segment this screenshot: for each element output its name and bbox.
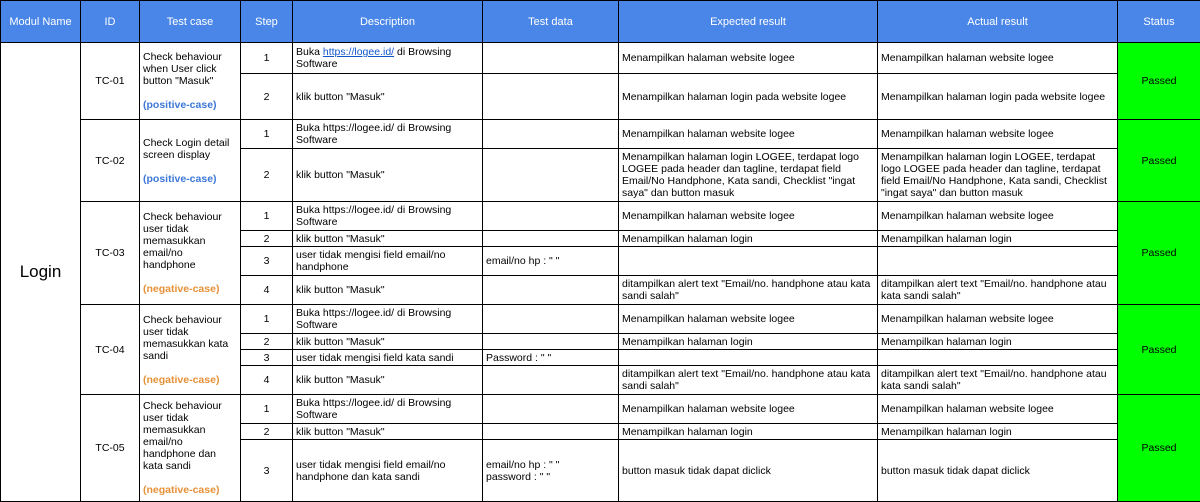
tc-title	[140, 43, 241, 120]
tc-title-text: Check behaviour user tidak memasukkan email/no handphone	[143, 211, 222, 271]
header-step: Step	[241, 1, 293, 43]
tc-title-text: Check behaviour user tidak memasukkan kata sandi	[143, 314, 228, 362]
step-expected: ditampilkan alert text "Email/no. handphone atau kata sandi salah"	[619, 276, 878, 305]
step-data	[483, 276, 619, 305]
step-expected: Menampilkan halaman login	[619, 334, 878, 350]
module-name: Login	[1, 43, 81, 502]
table-row	[1, 202, 1200, 231]
tc-title	[140, 305, 241, 395]
step-data: email/no hp : " "	[483, 247, 619, 276]
step-actual	[878, 247, 1118, 276]
status-cell: Passed	[1118, 43, 1200, 120]
header-actual: Actual result	[878, 1, 1118, 43]
step-data	[483, 74, 619, 120]
step-expected	[619, 350, 878, 366]
step-data	[483, 202, 619, 231]
step-data	[483, 43, 619, 74]
table-row	[1, 120, 1200, 149]
step-data	[483, 366, 619, 395]
step-actual	[878, 350, 1118, 366]
step-description: Buka https://logee.id/ di Browsing Software	[293, 395, 483, 424]
header-module: Modul Name	[1, 1, 81, 43]
step-number: 2	[241, 74, 293, 120]
step-actual: Menampilkan halaman login pada website logee	[878, 74, 1118, 120]
header-expected: Expected result	[619, 1, 878, 43]
tc-id: TC-03	[81, 202, 140, 305]
step-description: klik button "Masuk"	[293, 276, 483, 305]
step-description: klik button "Masuk"	[293, 334, 483, 350]
tc-title-text: Check behaviour when User click button "Masuk"	[143, 51, 222, 87]
step-number: 2	[241, 231, 293, 247]
step-expected: Menampilkan halaman website logee	[619, 395, 878, 424]
step-number: 4	[241, 366, 293, 395]
tc-type: (negative-case)	[143, 283, 219, 295]
tc-id: TC-01	[81, 43, 140, 120]
status-cell: Passed	[1118, 395, 1200, 502]
step-number: 1	[241, 305, 293, 334]
step-data	[483, 149, 619, 202]
step-expected: button masuk tidak dapat diclick	[619, 440, 878, 502]
step-expected: Menampilkan halaman login LOGEE, terdapat logo LOGEE pada header dan tagline, terdapat field Email/No Handphone, Kata sandi, Checklist "ingat saya" dan button masuk	[619, 149, 878, 202]
step-expected: Menampilkan halaman website logee	[619, 120, 878, 149]
header-description: Description	[293, 1, 483, 43]
step-description: Buka https://logee.id/ di Browsing Software	[293, 120, 483, 149]
step-actual: button masuk tidak dapat diclick	[878, 440, 1118, 502]
tc-title-text: Check Login detail screen display	[143, 137, 229, 161]
step-number: 3	[241, 247, 293, 276]
tc-type: (negative-case)	[143, 484, 219, 496]
step-actual: Menampilkan halaman login	[878, 231, 1118, 247]
step-expected: Menampilkan halaman login	[619, 231, 878, 247]
step-number: 2	[241, 334, 293, 350]
step-actual: Menampilkan halaman login LOGEE, terdapat logo LOGEE pada header dan tagline, terdapat field Email/No Handphone, Kata sandi, Checklist "ingat saya" dan button masuk	[878, 149, 1118, 202]
step-actual: ditampilkan alert text "Email/no. handphone atau kata sandi salah"	[878, 276, 1118, 305]
step-expected: Menampilkan halaman login	[619, 424, 878, 440]
step-number: 1	[241, 120, 293, 149]
tc-title	[140, 202, 241, 305]
step-description: user tidak mengisi field email/no handphone dan kata sandi	[293, 440, 483, 502]
step-number: 1	[241, 395, 293, 424]
header-id: ID	[81, 1, 140, 43]
logee-link[interactable]: https://logee.id/	[323, 46, 394, 58]
step-data-line-2: password : " "	[486, 471, 550, 483]
step-actual: ditampilkan alert text "Email/no. handphone atau kata sandi salah"	[878, 366, 1118, 395]
step-data	[483, 395, 619, 424]
status-cell: Passed	[1118, 120, 1200, 202]
tc-id: TC-04	[81, 305, 140, 395]
tc-type: (negative-case)	[143, 374, 219, 386]
header-testcase: Test case	[140, 1, 241, 43]
tc-type: (positive-case)	[143, 99, 217, 111]
step-description: Buka https://logee.id/ di Browsing Software	[293, 202, 483, 231]
tc-id: TC-02	[81, 120, 140, 202]
step-number: 3	[241, 440, 293, 502]
table-row	[1, 305, 1200, 334]
step-data	[483, 120, 619, 149]
step-actual: Menampilkan halaman website logee	[878, 305, 1118, 334]
header-testdata: Test data	[483, 1, 619, 43]
step-number: 2	[241, 424, 293, 440]
step-expected: Menampilkan halaman login pada website logee	[619, 74, 878, 120]
desc-post: di Browsing Software	[296, 46, 451, 70]
desc-pre: Buka	[296, 46, 323, 58]
step-description: Buka https://logee.id/ di Browsing Software	[293, 305, 483, 334]
step-description: klik button "Masuk"	[293, 231, 483, 247]
step-description: klik button "Masuk"	[293, 366, 483, 395]
step-actual: Menampilkan halaman website logee	[878, 202, 1118, 231]
step-description: klik button "Masuk"	[293, 74, 483, 120]
step-expected: Menampilkan halaman website logee	[619, 43, 878, 74]
step-data	[483, 440, 619, 502]
table-row	[1, 43, 1200, 74]
step-description: klik button "Masuk"	[293, 149, 483, 202]
step-description	[293, 43, 483, 74]
tc-title	[140, 395, 241, 502]
step-data-line-1: email/no hp : " "	[486, 459, 559, 471]
table-row	[1, 395, 1200, 424]
tc-id: TC-05	[81, 395, 140, 502]
step-data: Password : " "	[483, 350, 619, 366]
step-expected: ditampilkan alert text "Email/no. handphone atau kata sandi salah"	[619, 366, 878, 395]
step-actual: Menampilkan halaman login	[878, 334, 1118, 350]
step-expected: Menampilkan halaman website logee	[619, 305, 878, 334]
tc-type: (positive-case)	[143, 173, 217, 185]
step-data	[483, 334, 619, 350]
header-row	[1, 1, 1200, 43]
status-cell: Passed	[1118, 305, 1200, 395]
step-number: 1	[241, 202, 293, 231]
header-status: Status	[1118, 1, 1200, 43]
step-number: 2	[241, 149, 293, 202]
step-actual: Menampilkan halaman website logee	[878, 120, 1118, 149]
step-expected	[619, 247, 878, 276]
step-data	[483, 424, 619, 440]
step-number: 3	[241, 350, 293, 366]
step-actual: Menampilkan halaman website logee	[878, 395, 1118, 424]
step-description: user tidak mengisi field kata sandi	[293, 350, 483, 366]
tc-title-text: Check behaviour user tidak memasukkan email/no handphone dan kata sandi	[143, 400, 222, 472]
step-actual: Menampilkan halaman website logee	[878, 43, 1118, 74]
step-description: klik button "Masuk"	[293, 424, 483, 440]
step-number: 1	[241, 43, 293, 74]
step-data	[483, 231, 619, 247]
step-actual: Menampilkan halaman login	[878, 424, 1118, 440]
step-expected: Menampilkan halaman website logee	[619, 202, 878, 231]
step-description: user tidak mengisi field email/no handphone	[293, 247, 483, 276]
step-number: 4	[241, 276, 293, 305]
tc-title	[140, 120, 241, 202]
step-data	[483, 305, 619, 334]
status-cell: Passed	[1118, 202, 1200, 305]
